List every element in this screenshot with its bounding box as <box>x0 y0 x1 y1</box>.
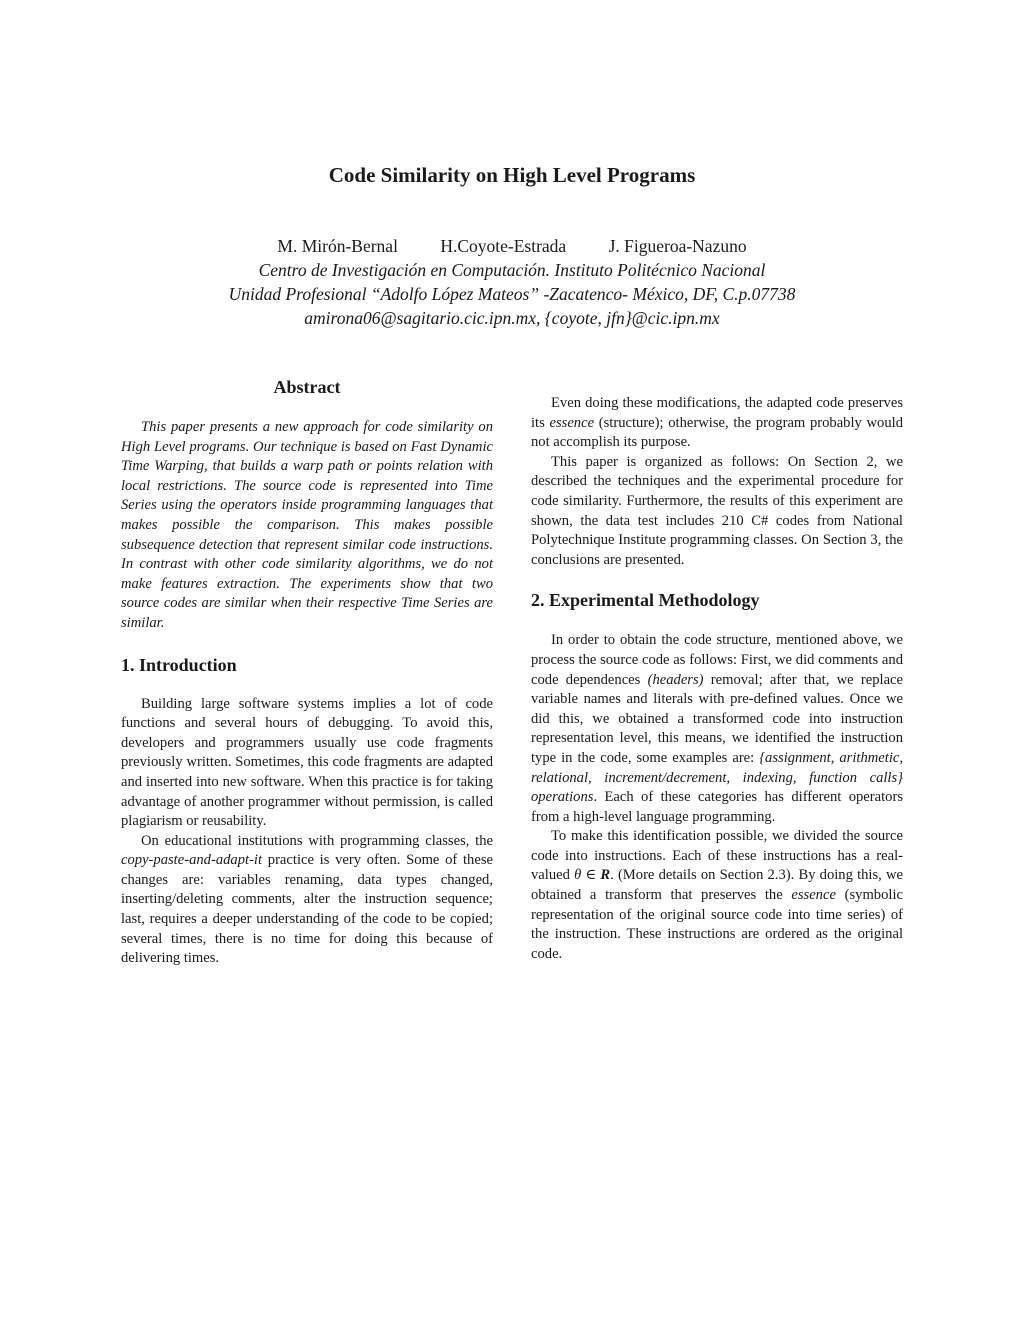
author-emails: amirona06@sagitario.cic.ipn.mx, {coyote, jfn}@cic.ipn.mx <box>304 308 720 328</box>
math-real-set: R <box>600 867 611 884</box>
abstract-heading: Abstract <box>273 377 341 397</box>
author-name: J. Figueroa-Nazuno <box>608 236 747 256</box>
left-column <box>121 374 493 969</box>
abstract-text: This paper presents a new approach for code similarity on High Level programs. Our technique is based on Fast Dynamic Time Warping, that builds a warp path or points relation with local restrictions. The source code is represented into Time Series using the operators inside programming languages that makes possible the comparison. This makes possible subsequence detection that represent similar code instructions. In contrast with other code similarity algorithms, we do not make features extraction. The experiments show that two source codes are similar when their respective Time Series are similar. <box>121 419 493 631</box>
paragraph: This paper is organized as follows: On Section 2, we described the techniques and the experimental procedure for code similarity. Furthermore, the results of this experiment are shown, the data test includes 210 C# codes from National Polytechnique Institute programming classes. On Section 3, the conclusions are presented. <box>531 453 903 568</box>
section-heading-methodology: 2. Experimental Methodology <box>531 590 760 611</box>
author-block <box>0 234 1024 330</box>
paragraph: On educational institutions with programming classes, the copy-paste-and-adapt-it practice is very often. Some of these changes are: variables renaming, data types changed, inserting/deleting comments, alter the instruction sequence; last, requires a deeper understanding of the code to be copied; several times, there is no time for doing this because of delivering times. <box>121 832 493 967</box>
paragraph: In order to obtain the code structure, mentioned above, we process the source code as follows: First, we did comments and code dependences (headers) removal; after that, we replace variable names and literals with pre-defined values. Once we did this, we obtained a transformed code into instruction representation level, this means, we identified the instruction type in the code, some examples are: {assignment, arithmetic, relational, increment/decrement, indexing, function calls} operations. Each of these categories has different operators from a high-level language programming. <box>531 632 903 825</box>
math-theta-in: θ ∈ <box>574 867 601 884</box>
paragraph: To make this identification possible, we divided the source code into instructions. Each of these instructions has a real-valued θ ∈ R. (More details on Section 2.3). By doing this, we obtained a transform that preserves the essence (symbolic representation of the original source code into time series) of the instruction. These instructions are ordered as the original code. <box>531 828 903 962</box>
author-name: H.Coyote-Estrada <box>440 236 567 256</box>
author-names <box>0 234 1024 258</box>
affiliation-line: Unidad Profesional “Adolfo López Mateos” -Zacatenco- México, DF, C.p.07738 <box>228 284 796 304</box>
author-name: M. Mirón-Bernal <box>277 236 398 256</box>
paragraph: Building large software systems implies a lot of code functions and several hours of debugging. To avoid this, developers and programmers usually use code fragments previously written. Sometimes, this code fragments are adapted and inserted into new software. When this practice is for taking advantage of another programmer without permission, is called plagiarism or reusability. <box>121 695 493 830</box>
paragraph: Even doing these modifications, the adapted code preserves its essence (structure); otherwise, the program probably would not accomplish its purpose. <box>531 395 903 451</box>
right-column <box>531 394 903 964</box>
paper-title: Code Similarity on High Level Programs <box>328 163 696 187</box>
affiliation-line: Centro de Investigación en Computación. Instituto Politécnico Nacional <box>258 260 766 280</box>
section-heading-introduction: 1. Introduction <box>121 654 237 675</box>
